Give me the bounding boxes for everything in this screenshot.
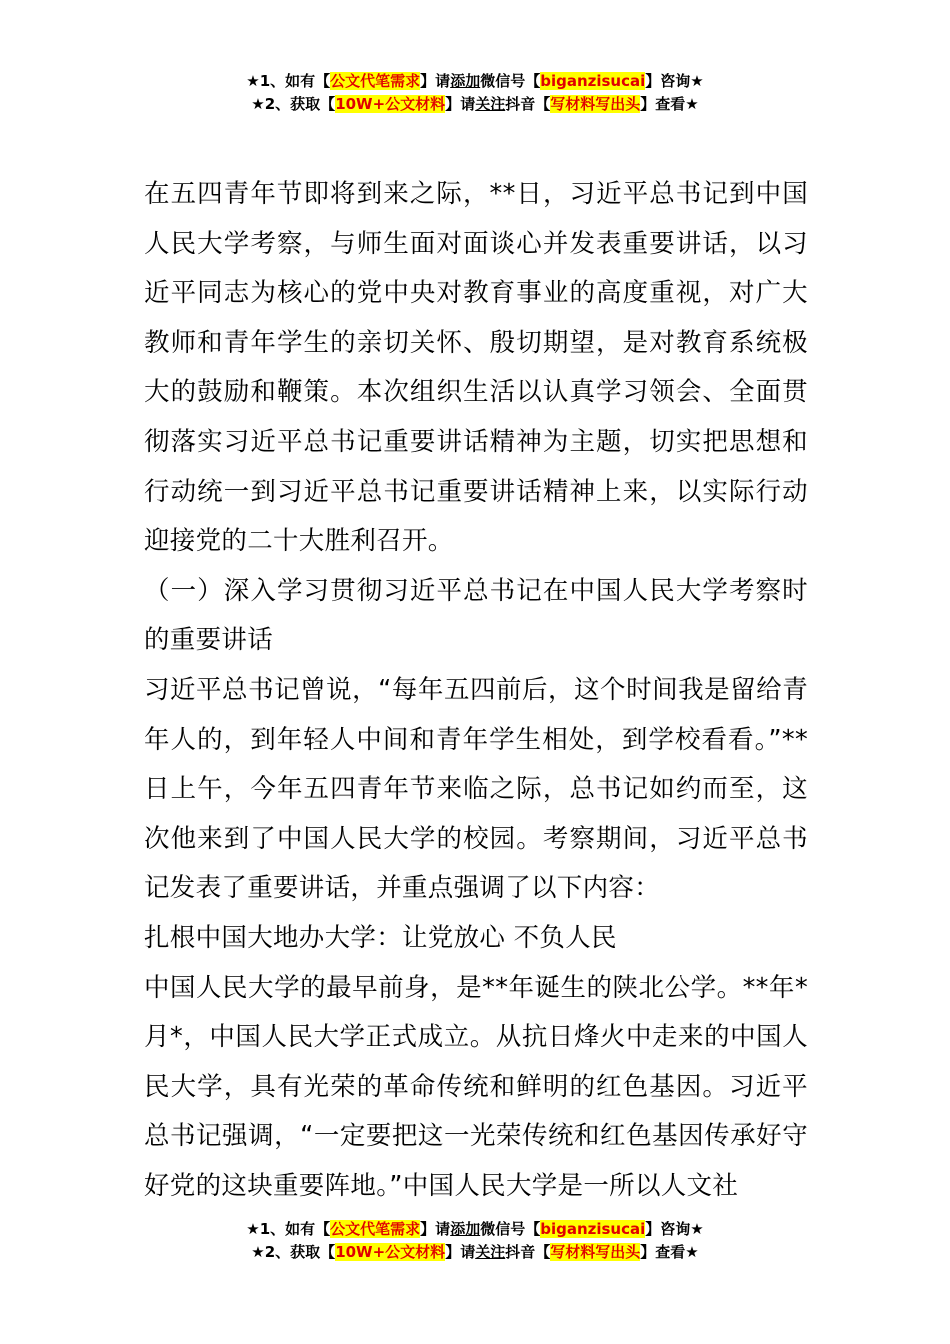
banner-text: 抖音【 xyxy=(505,1243,551,1261)
document-body xyxy=(144,170,808,1211)
banner-text: ★2、获取【 xyxy=(251,95,336,113)
header-banner xyxy=(0,70,950,116)
banner-line-2 xyxy=(0,1241,950,1264)
banner-text: 】请 xyxy=(445,1243,476,1261)
banner-text: 】查看★ xyxy=(640,1243,699,1261)
banner-highlight: 10W+公文材料 xyxy=(335,95,446,113)
subheading: 扎根中国大地办大学：让党放心 不负人民 xyxy=(144,922,617,953)
banner-text: 微信号【 xyxy=(480,1220,541,1238)
banner-text: 抖音【 xyxy=(505,95,551,113)
banner-underlined-text: 添加 xyxy=(450,1220,481,1238)
banner-text: 】咨询★ xyxy=(645,1220,704,1238)
body-paragraph: 习近平总书记曾说，“每年五四前后，这个时间我是留给青年人的，到年轻人中间和青年学生相处，到学校看看。”**日上午，今年五四青年节来临之际，总书记如约而至，这次他来到了中国人民大学的校园。考察期间，习近平总书记发表了重要讲话，并重点强调了以下内容： xyxy=(144,674,808,904)
banner-highlight: 写材料写出头 xyxy=(550,95,641,113)
banner-text: 】查看★ xyxy=(640,95,699,113)
banner-text: 】咨询★ xyxy=(645,72,704,90)
banner-underlined-text: 关注 xyxy=(475,95,506,113)
banner-underlined-text: 添加 xyxy=(450,72,481,90)
banner-text: 】请 xyxy=(420,72,451,90)
body-paragraph: 中国人民大学的最早前身，是**年诞生的陕北公学。**年*月*，中国人民大学正式成立。从抗日烽火中走来的中国人民大学，具有光荣的革命传统和鲜明的红色基因。习近平总书记强调，“一定要把这一光荣传统和红色基因传承好守好党的这块重要阵地。”中国人民大学是一所以人文社 xyxy=(144,972,808,1201)
intro-paragraph: 在五四青年节即将到来之际，**日，习近平总书记到中国人民大学考察，与师生面对面谈心并发表重要讲话，以习近平同志为核心的党中央对教育事业的高度重视，对广大教师和青年学生的亲切关怀、殷切期望，是对教育系统极大的鼓励和鞭策。本次组织生活以认真学习领会、全面贯彻落实习近平总书记重要讲话精神为主题，切实把思想和行动统一到习近平总书记重要讲话精神上来，以实际行动迎接党的二十大胜利召开。 xyxy=(144,179,808,557)
banner-text: ★1、如有【 xyxy=(246,1220,331,1238)
footer-banner xyxy=(0,1218,950,1264)
banner-text: 微信号【 xyxy=(480,72,541,90)
banner-highlight: 公文代笔需求 xyxy=(330,72,421,90)
banner-highlight: 写材料写出头 xyxy=(550,1243,641,1261)
banner-text: ★1、如有【 xyxy=(246,72,331,90)
banner-highlight: 10W+公文材料 xyxy=(335,1243,446,1261)
banner-highlight: biganzisucai xyxy=(540,72,646,90)
banner-text: 】请 xyxy=(420,1220,451,1238)
banner-line-2 xyxy=(0,93,950,116)
banner-text: 】请 xyxy=(445,95,476,113)
banner-line-1 xyxy=(0,1218,950,1241)
section-heading: （一）深入学习贯彻习近平总书记在中国人民大学考察时的重要讲话 xyxy=(144,575,808,656)
banner-highlight: 公文代笔需求 xyxy=(330,1220,421,1238)
banner-underlined-text: 关注 xyxy=(475,1243,506,1261)
banner-line-1 xyxy=(0,70,950,93)
banner-text: ★2、获取【 xyxy=(251,1243,336,1261)
banner-highlight: biganzisucai xyxy=(540,1220,646,1238)
